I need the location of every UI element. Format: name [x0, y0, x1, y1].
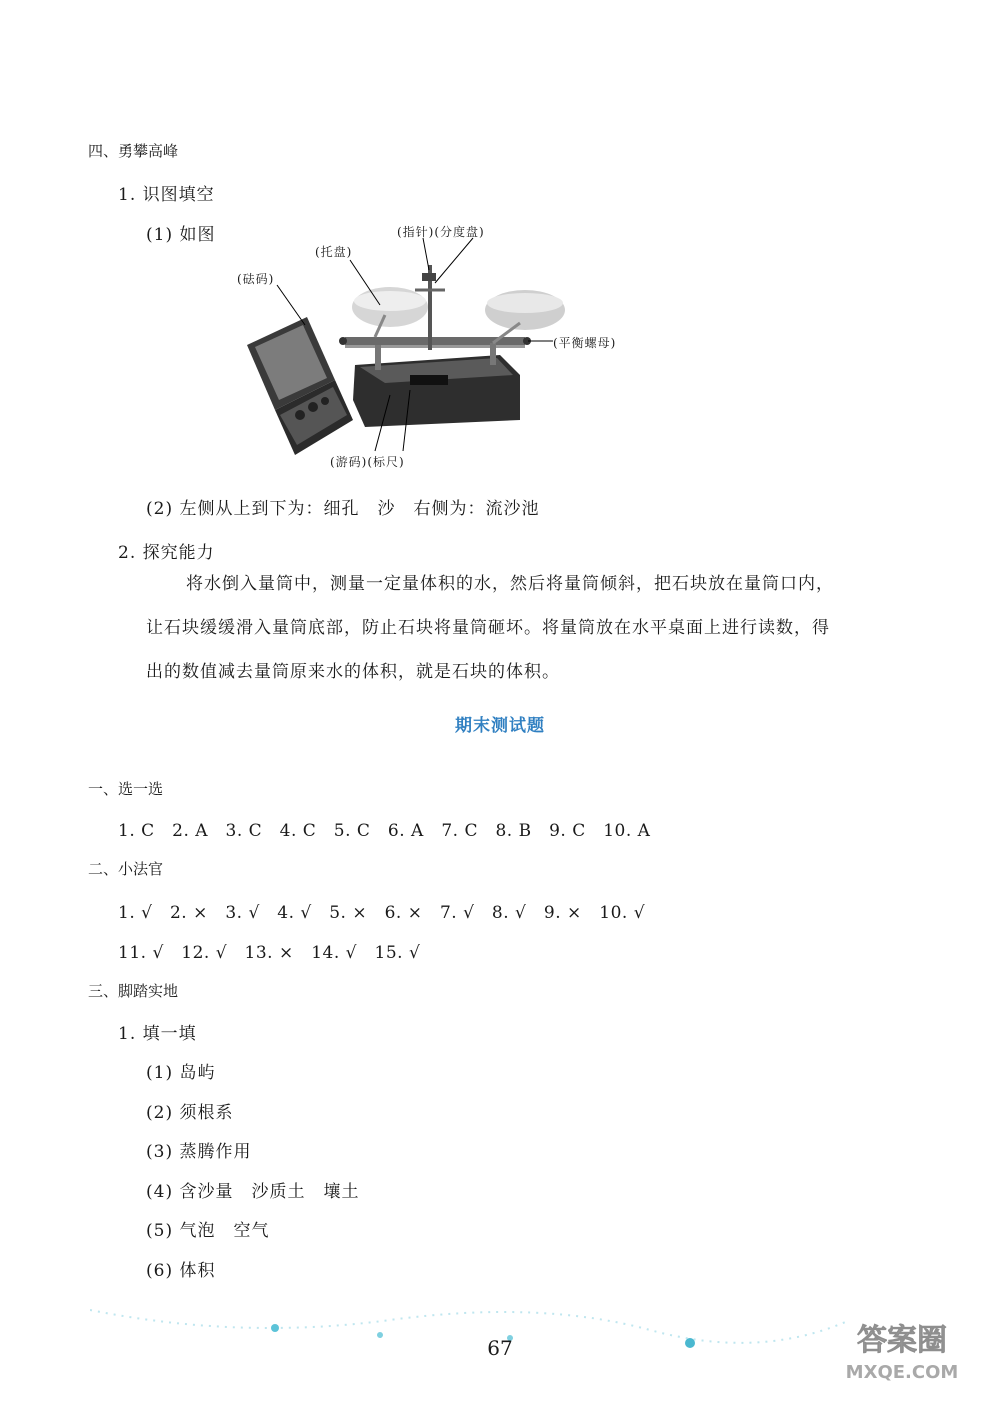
part-3-heading: 三、脚踏实地 — [88, 982, 179, 1000]
part-2-answers-line-1: 1. √ 2. × 3. √ 4. √ 5. × 6. × 7. √ 8. √ 9. × 10. √ — [118, 903, 646, 923]
watermark-url: MXQE.COM — [845, 1362, 959, 1383]
part-3-q1-item: (1) 岛屿 — [146, 1063, 216, 1083]
part-3-q1-item: (3) 蒸腾作用 — [146, 1142, 252, 1162]
question-1-part-2: (2) 左侧从上到下为：细孔 沙 右侧为：流沙池 — [146, 499, 540, 519]
part-3-q1-item: (6) 体积 — [146, 1261, 216, 1281]
part-3-q1-item: (4) 含沙量 沙质土 壤土 — [146, 1182, 360, 1202]
part-3-q1-item: (5) 气泡 空气 — [146, 1221, 270, 1241]
final-test-title: 期末测试题 — [455, 716, 545, 736]
question-2-title: 2. 探究能力 — [118, 543, 215, 563]
part-1-heading: 一、选一选 — [88, 780, 164, 798]
label-weights: (砝码) — [237, 272, 275, 286]
part-2-answers-line-2: 11. √ 12. √ 13. × 14. √ 15. √ — [118, 943, 421, 963]
part-3-q1-title: 1. 填一填 — [118, 1024, 197, 1044]
section-heading-4: 四、勇攀高峰 — [88, 142, 179, 160]
label-rider-ruler: (游码)(标尺) — [330, 455, 405, 469]
question-2-answer: 将水倒入量筒中，测量一定量体积的水，然后将量筒倾斜，把石块放在量筒口内，让石块缓缓滑入量筒底部，防止石块将量筒砸坏。将量筒放在水平桌面上进行读数，得出的数值减去量筒原来水的体积，就是石块的体积。 — [146, 574, 834, 682]
label-balance-nut: (平衡螺母) — [553, 336, 617, 350]
balance-scale-figure — [235, 215, 655, 475]
part-1-answers: 1. C 2. A 3. C 4. C 5. C 6. A 7. C 8. B 9. C 10. A — [118, 821, 651, 841]
part-2-heading: 二、小法官 — [88, 860, 164, 878]
label-pointer-scale: (指针)(分度盘) — [397, 225, 485, 239]
page-number: 67 — [487, 1336, 513, 1360]
part-3-q1-item: (2) 须根系 — [146, 1103, 234, 1123]
weights-box-drawing — [247, 317, 353, 455]
watermark-text: 答案圈 — [857, 1323, 947, 1358]
question-1-title: 1. 识图填空 — [118, 185, 215, 205]
watermark-logo — [822, 1316, 982, 1386]
question-1-part-1: (1) 如图 — [146, 225, 216, 245]
label-tray: (托盘) — [315, 245, 353, 259]
